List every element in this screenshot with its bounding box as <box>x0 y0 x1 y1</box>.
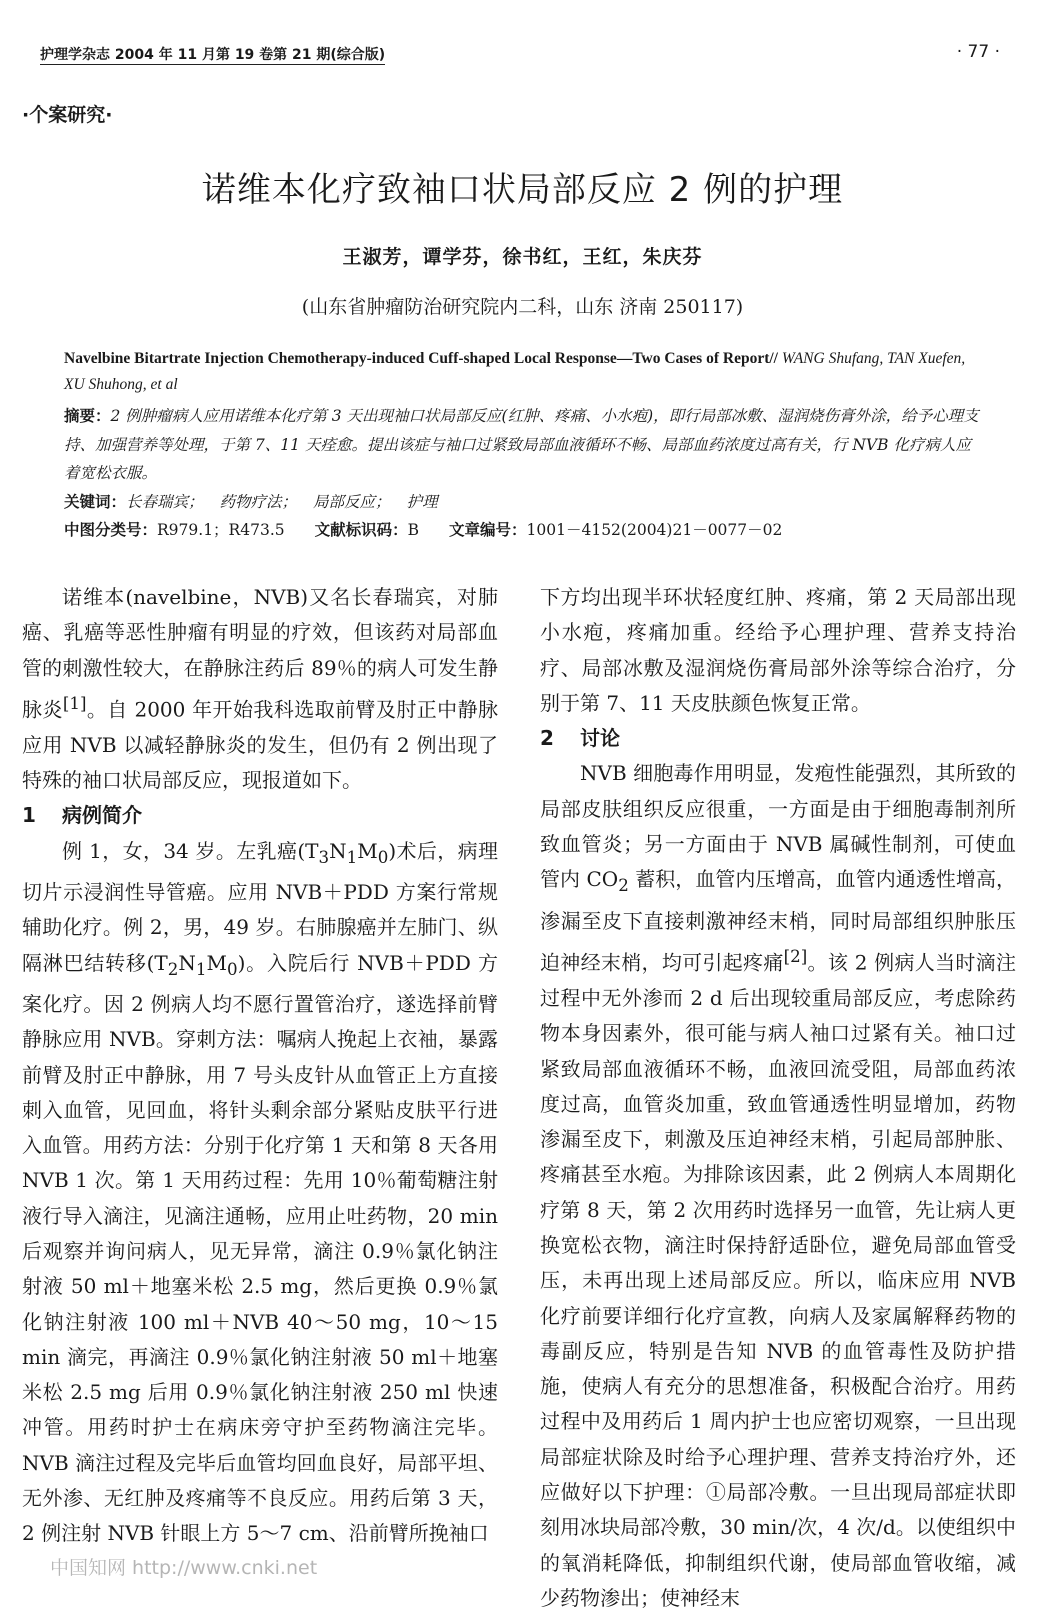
discussion-text: NVB 细胞毒作用明显，发疱性能强烈，其所致的局部皮肤组织反应很重，一方面是由于细胞毒制剂所致血管炎；另一方面由于 NVB 属碱性制剂，可使血管内 CO <box>540 761 1016 892</box>
journal-citation: 护理学杂志 2004 年 11 月第 19 卷第 21 期(综合版) <box>40 44 385 65</box>
page-number: · 77 · <box>956 42 1000 62</box>
case-paragraph-continued <box>540 580 1016 721</box>
subscript: 1 <box>195 959 207 979</box>
author-list: 王淑芳，谭学芬，徐书红，王红，朱庆芬 <box>342 246 703 268</box>
english-title: Navelbine Bitartrate Injection Chemotherapy-induced Cuff-shaped Local Response—Two Cases of Report <box>64 350 770 367</box>
clc-value: R979.1；R473.5 <box>157 521 285 539</box>
case-text: M <box>206 950 227 975</box>
english-authors: WANG Shufang, TAN Xuefen, XU Shuhong, et al <box>64 350 966 393</box>
subscript: 1 <box>346 847 358 867</box>
keywords <box>64 488 984 517</box>
abstract-text: 2 例肿瘤病人应用诺维本化疗第 3 天出现袖口状局部反应(红肿、疼痛、小水疱)，即行局部冰敷、湿润烧伤膏外涂，给予心理支持、加强营养等处理，于第 7、11 天痊愈。提出该症与袖口过紧致局部血液循环不畅、局部血药浓度过高有关，行 NVB 化疗病人应着宽松衣服。 <box>64 407 979 482</box>
section-number: 1 <box>22 803 36 828</box>
section-title: 病例简介 <box>62 803 142 828</box>
keyword: 药物疗法； <box>219 492 298 511</box>
cnki-watermark: 中国知网 http://www.cnki.net <box>50 1557 318 1579</box>
clc-label: 中图分类号： <box>64 521 158 539</box>
article-value: 1001－4152(2004)21－0077－02 <box>526 521 783 539</box>
section-tag: ·个案研究· <box>22 104 113 126</box>
abstract-label: 摘要： <box>64 407 111 425</box>
discussion-paragraph <box>540 756 1016 1616</box>
intro-text-cont: 。自 2000 年开始我科选取前臂及肘正中静脉应用 NVB 以减轻静脉炎的发生，但仍有 2 例出现了特殊的袖口状局部反应，现报道如下。 <box>22 697 498 793</box>
body-column-right <box>540 580 1016 1616</box>
section-heading-2 <box>540 721 1016 756</box>
subscript: 0 <box>377 847 389 867</box>
intro-text: 诺维本(navelbine，NVB)又名长春瑞宾，对肺癌、乳癌等恶性肿瘤有明显的疗效，但该药对局部血管的刺激性较大，在静脉注药后 89％的病人可发生静脉炎 <box>22 585 498 722</box>
subscript: 0 <box>226 959 238 979</box>
body-column-left <box>22 580 498 1552</box>
subscript: 3 <box>318 847 330 867</box>
case-text: 例 1，女，34 岁。左乳癌(T <box>62 838 319 863</box>
running-header <box>40 42 1000 68</box>
english-separator: // <box>769 350 778 367</box>
section-heading-1 <box>22 798 498 833</box>
discussion-text: 。该 2 例病人当时滴注过程中无外渗而 2 d 后出现较重局部反应，考虑除药物本身因素外，很可能与病人袖口过紧有关。袖口过紧致局部血液循环不畅，血液回流受阻，局部血药浓度过高，血管炎加重，致血管通透性明显增加，药物渗漏至皮下，刺激及压迫神经末梢，引起局部肿胀、疼痛甚至水疱。为排除该因素，此 2 例病人本周期化疗第 8 天，第 2 次用药时选择另一血管，先让病人更换宽松衣物，滴注时保持舒适卧位，避免局部血管受压，未再出现上述局部反应。所以，临床应用 NVB 化疗前要详细行化疗宣教，向病人及家属解释药物的毒副反应，特别是告知 NVB 的血管毒性及防护措施，使病人有充分的思想准备，积极配合治疗。用药过程中及用药后 1 周内护士也应密切观察，一旦出现局部症状除及时给予心理护理、营养支持治疗外，还应做好以下护理：①局部冷敷。一旦出现局部症状即刻用冰块局部冷敷，30 min/次，4 次/d。以使组织中的氧消耗降低，抑制组织代谢，使局部血管收缩，减少药物渗出；使神经末 <box>540 950 1016 1610</box>
case-paragraph <box>22 834 498 1552</box>
keyword: 局部反应； <box>313 492 391 511</box>
case-text: 下方均出现半环状轻度红肿、疼痛，第 2 天局部出现小水疱，疼痛加重。经给予心理护理、营养支持治疗、局部冰敷及湿润烧伤膏局部外涂等综合治疗，分别于第 7、11 天皮肤颜色恢复正常。 <box>540 585 1016 715</box>
english-title-block <box>64 346 984 398</box>
case-text: )术后，病理切片示浸润性导管癌。应用 NVB＋PDD 方案行常规辅助化疗。例 2，男，49 岁。右肺腺癌并左肺门、纵隔淋巴结转移(T <box>22 838 498 975</box>
case-text: N <box>329 838 347 863</box>
body-columns <box>22 580 1022 1610</box>
subscript: 2 <box>618 876 629 896</box>
clc-number <box>64 516 285 545</box>
case-text: M <box>357 838 378 863</box>
article-number <box>449 516 782 545</box>
abstract-block <box>64 402 984 545</box>
citation-ref: [1] <box>62 693 87 713</box>
classification-line <box>64 516 984 545</box>
article-label: 文章编号： <box>449 521 527 539</box>
abstract <box>64 402 984 488</box>
case-text: )。入院后行 NVB＋PDD 方案化疗。因 2 例病人均不愿行置管治疗，遂选择前臂静脉应用 NVB。穿刺方法：嘱病人挽起上衣袖，暴露前臂及肘正中静脉，用 7 号头皮针从血管正上方直接刺入血管，见回血，将针头剩余部分紧贴皮肤平行进入血管。用药方法：分别于化疗第 1 天和第 8 天各用 NVB 1 次。第 1 天用药过程：先用 10％葡萄糖注射液行导入滴注，见滴注通畅，应用止吐药物，20 min 后观察并询问病人，见无异常，滴注 0.9％氯化钠注射液 50 ml＋地塞米松 2.5 mg，然后更换 0.9％氯化钠注射液 100 ml＋NVB 40～50 mg，10～15 min 滴完，再滴注 0.9％氯化钠注射液 50 ml＋地塞米松 2.5 mg 后用 0.9％氯化钠注射液 250 ml 快速冲管。用药时护士在病床旁守护至药物滴注完毕。NVB 滴注过程及完毕后血管均回血良好，局部平坦、无外渗、无红肿及疼痛等不良反应。用药后第 3 天，2 例注射 NVB 针眼上方 5～7 cm、沿前臂所挽袖口 <box>22 950 498 1546</box>
citation-ref: [2] <box>783 946 808 966</box>
case-text: N <box>178 950 196 975</box>
discussion-text: 蓄积，血管内压增高，血管内通透性增高，渗漏至皮下直接刺激神经末梢，同时局部组织肿胀压迫神经末梢，均可引起疼痛 <box>540 867 1017 975</box>
keyword: 长春瑞宾； <box>126 492 204 511</box>
subscript: 2 <box>167 959 179 979</box>
keywords-label: 关键词： <box>64 492 127 511</box>
section-title: 讨论 <box>580 726 620 751</box>
doc-value: B <box>407 521 420 539</box>
affiliation: (山东省肿瘤防治研究院内二科，山东 济南 250117) <box>301 296 744 318</box>
article-title: 诺维本化疗致袖口状局部反应 2 例的护理 <box>201 170 844 210</box>
document-code <box>315 516 419 545</box>
intro-paragraph <box>22 580 498 798</box>
keyword: 护理 <box>406 492 438 511</box>
doc-label: 文献标识码： <box>314 521 408 539</box>
section-number: 2 <box>540 726 554 751</box>
